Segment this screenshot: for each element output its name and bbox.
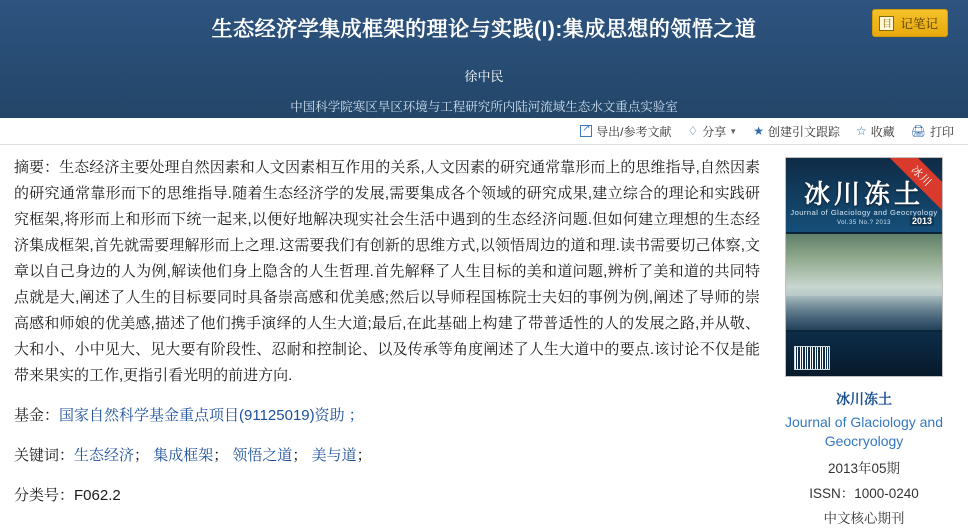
journal-core-badge: 中文核心期刊 — [823, 511, 905, 526]
bell-icon: ★ — [753, 124, 764, 138]
citation-alert-label: 创建引文跟踪 — [767, 124, 840, 139]
cover-year-badge: 2013 — [911, 216, 932, 226]
keyword-item[interactable]: 集成框架 — [153, 447, 214, 464]
abstract-text: 生态经济主要处理自然因素和人文因素相互作用的关系,人文因素的研究通常靠形而上的思维指导,自然因素的研究通常靠形而下的思维指导.随着生态经济学的发展,需要集成各个领域的研究成果,建立综合的理论和实践研究框架,将形而上和形而下统一起来,以便好地解决现实社会生活中遇到的生态经济问题.但如何建立理想的生态经济集成框架,首先就需要理解形而上之理.这需要我们有创新的思维方式,以领悟周边的道和理.读书需要切己体察,文章以自己身边的人为例,解读他们身上隐含的人生哲理.首先解释了人生目标的美和道问题,辨析了美和道的共同特点就是大,阐述了人生的目标要同时具备崇高感和优美感;然后以导师程国栋院士夫妇的事例为例,阐述了导师的崇高感和师娘的优美感,描述了他们携手演绎的人生大道;最后,在此基础上构建了带普适性的人的发展之路,并从敬、大和小、小中见大、见大要有阶段性、忍耐和控制论、以及传承等角度阐述了人生大道中的要点.该讨论不仅是能带来果实的工作,更指引看光明的前进方向. — [14, 159, 760, 384]
abstract-paragraph — [14, 155, 760, 389]
classification-label: 分类号： — [14, 487, 75, 504]
export-label: 导出/参考文献 — [596, 124, 672, 139]
article-body — [0, 145, 968, 527]
fund-label: 基金： — [14, 407, 60, 424]
favorite-label: 收藏 — [870, 124, 895, 139]
fund-value[interactable]: 国家自然科学基金重点项目(91125019)资助 ； — [59, 407, 364, 424]
note-icon: 目 — [879, 16, 894, 31]
classification-line — [14, 483, 760, 509]
keyword-item[interactable]: 美与道 — [311, 447, 357, 464]
favorite-button[interactable] — [856, 123, 895, 140]
export-references-button[interactable] — [580, 123, 671, 140]
journal-name-en[interactable]: Journal of Glaciology and Geocryology — [785, 414, 943, 449]
citation-alert-button[interactable] — [753, 123, 840, 140]
classification-value: F062.2 — [74, 487, 121, 504]
print-button[interactable] — [911, 123, 954, 140]
journal-name-cn[interactable]: 冰川冻土 — [836, 391, 892, 407]
abstract-column — [14, 155, 774, 527]
article-affiliation[interactable]: 中国科学院寒区旱区环境与工程研究所内陆河流域生态水文重点实验室 — [290, 100, 678, 114]
keyword-item[interactable]: 领悟之道 — [232, 447, 293, 464]
journal-issn: ISSN：1000-0240 — [809, 486, 919, 501]
cover-title-cn: 冰川冻土 — [803, 179, 924, 209]
cover-ribbon: 冰川 — [882, 157, 943, 216]
chevron-down-icon: ▼ — [729, 126, 738, 136]
fund-line — [14, 403, 760, 429]
journal-issue: 2013年05期 — [827, 461, 901, 476]
take-note-label: 记笔记 — [900, 17, 938, 31]
kw-sep-4: ； — [356, 447, 372, 464]
kw-sep-2: ； — [213, 447, 233, 464]
keyword-item[interactable]: 生态经济 — [74, 447, 135, 464]
cover-issue-line: Vol.35 No.? 2013 — [836, 220, 892, 226]
take-note-button[interactable] — [872, 9, 948, 37]
barcode-icon — [794, 346, 830, 370]
article-author[interactable]: 徐中民 — [464, 69, 504, 84]
article-toolbar — [0, 118, 968, 145]
share-label: 分享 — [702, 124, 727, 139]
journal-cover[interactable] — [785, 157, 943, 377]
journal-sidebar — [774, 155, 954, 527]
star-icon: ☆ — [855, 124, 867, 138]
print-label: 打印 — [929, 124, 954, 139]
share-icon: ♢ — [687, 124, 699, 138]
keywords-label: 关键词： — [14, 447, 75, 464]
article-header — [0, 0, 968, 118]
export-icon — [580, 125, 592, 137]
share-button[interactable] — [687, 123, 737, 140]
kw-sep-3: ； — [292, 447, 312, 464]
page-title: 生态经济学集成框架的理论与实践(I):集成思想的领悟之道 — [211, 18, 757, 41]
kw-sep-1: ； — [134, 447, 154, 464]
cover-photo-band — [786, 232, 942, 332]
keywords-line — [14, 443, 760, 469]
abstract-label: 摘要： — [14, 159, 60, 176]
printer-icon: 🖨 — [910, 124, 926, 138]
cover-title-en: Journal of Glaciology and Geocryology — [790, 208, 938, 217]
